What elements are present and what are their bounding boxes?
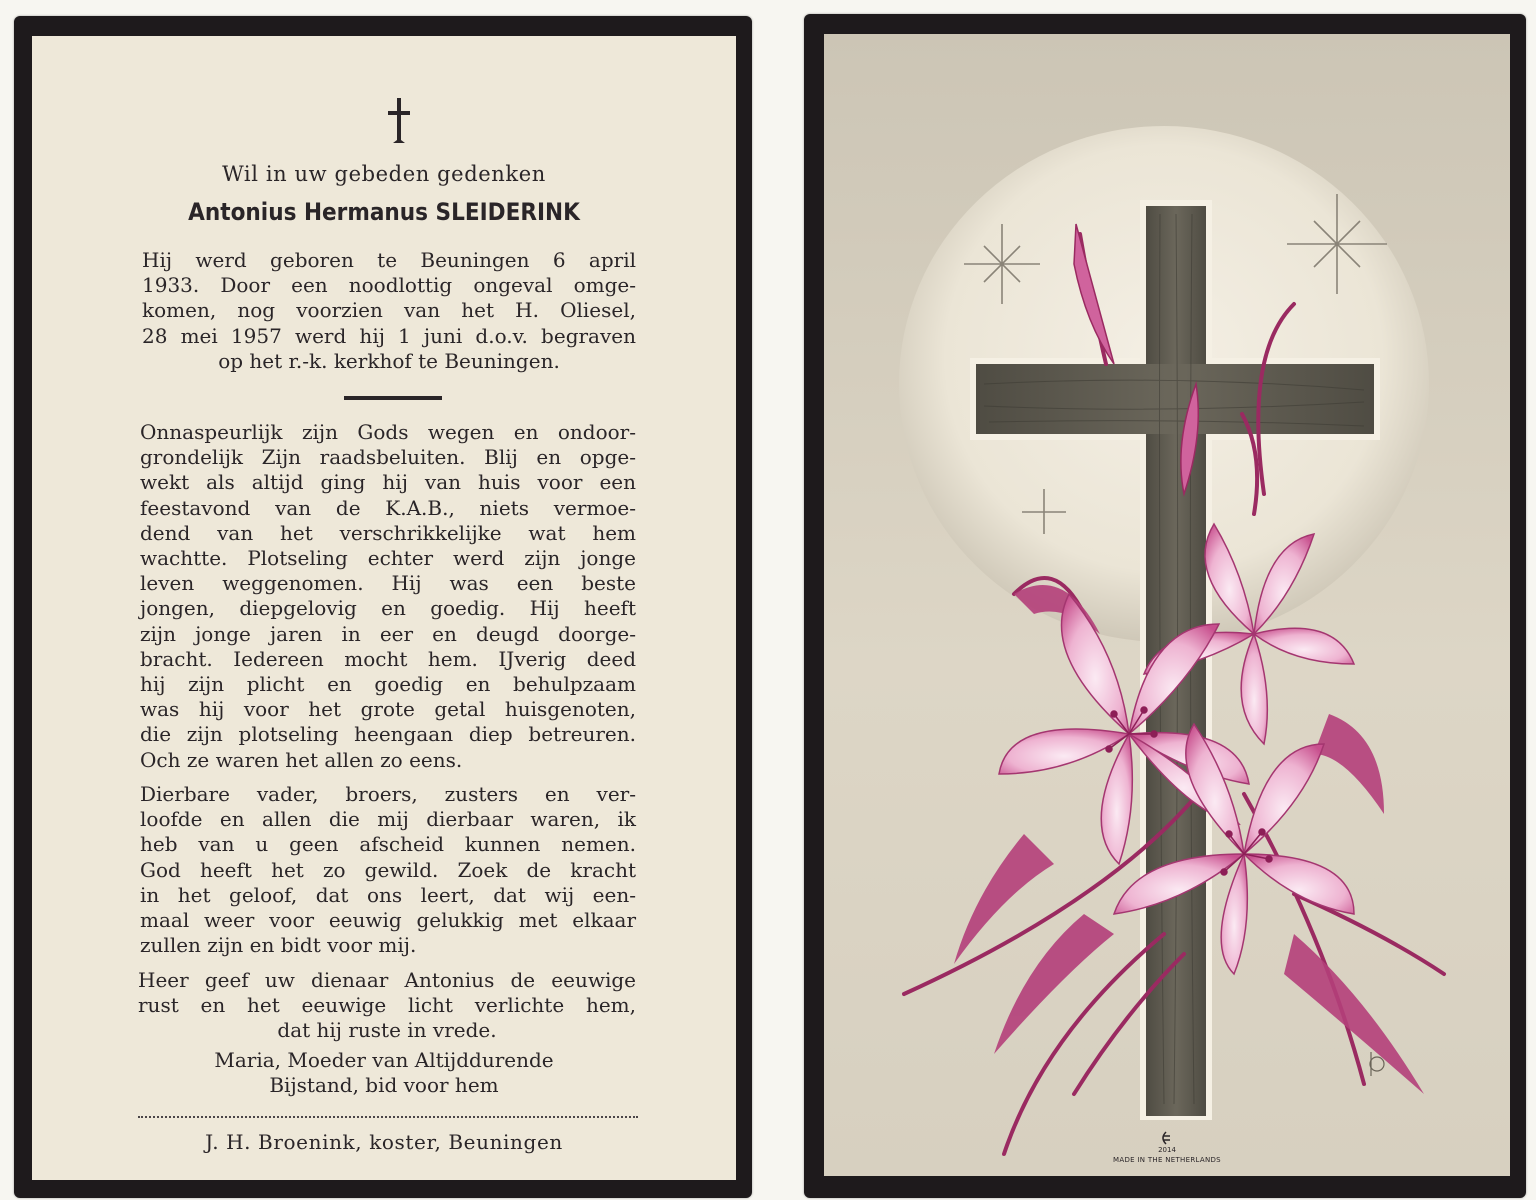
body-line: wachtte. Plotseling echter werd zijn jonge bbox=[140, 546, 636, 571]
section-divider bbox=[344, 396, 442, 400]
card-paper bbox=[32, 36, 736, 1180]
farewell-line: in het geloof, dat ons leert, dat wij een- bbox=[140, 882, 636, 907]
farewell-line: zullen zijn en bidt voor mij. bbox=[140, 933, 417, 958]
body-line: hij zijn plicht en goedig en behulpzaam bbox=[140, 672, 636, 697]
farewell-paragraph bbox=[140, 782, 636, 958]
maria-line: Maria, Moeder van Altijddurende bbox=[214, 1048, 554, 1072]
illustration-paper bbox=[824, 34, 1510, 1176]
bio-line: Hij werd geboren te Beuningen 6 april bbox=[142, 248, 636, 272]
farewell-line: maal weer voor eeuwig gelukkig met elkaar bbox=[140, 908, 636, 933]
bio-line: op het r.-k. kerkhof te Beuningen. bbox=[218, 348, 560, 373]
cross-with-lilies-illustration bbox=[824, 34, 1510, 1176]
printer-credit: J. H. Broenink, koster, Beuningen bbox=[205, 1130, 563, 1154]
body-paragraph bbox=[140, 420, 636, 773]
body-line: dend van het verschrikkelijke wat hem bbox=[140, 520, 636, 545]
bio-line: 28 mei 1957 werd hij 1 juni d.o.v. begraven bbox=[142, 323, 636, 348]
farewell-line: heb van u geen afscheid kunnen nemen. bbox=[140, 832, 636, 857]
memorial-card-image-side bbox=[804, 14, 1526, 1198]
body-line: was hij voor het grote getal huisgenoten, bbox=[140, 697, 636, 722]
body-line: jongen, diepgelovig en goedig. Hij heeft bbox=[140, 596, 636, 621]
body-line: feestavond van de K.A.B., niets vermoe- bbox=[140, 495, 636, 520]
prayer-line: rust en het eeuwige licht verlichte hem, bbox=[138, 993, 636, 1018]
bio-line: komen, nog voorzien van het H. Oliesel, bbox=[142, 298, 636, 323]
prayer-line: Heer geef uw dienaar Antonius de eeuwige bbox=[138, 968, 636, 992]
farewell-line: Dierbare vader, broers, zusters en ver- bbox=[140, 782, 636, 806]
publisher-code: 2014 bbox=[1158, 1146, 1176, 1154]
body-line: grondelijk Zijn raadsbeluiten. Blij en opge- bbox=[140, 445, 636, 470]
maria-line: Bijstand, bid voor hem bbox=[269, 1073, 499, 1098]
body-line: bracht. Iedereen mocht hem. IJverig deed bbox=[140, 646, 636, 671]
body-line: leven weggenomen. Hij was een beste bbox=[140, 571, 636, 596]
dotted-divider bbox=[138, 1116, 638, 1118]
prayer-paragraph bbox=[138, 968, 636, 1044]
body-line: Onnaspeurlijk zijn Gods wegen en ondoor- bbox=[140, 420, 636, 444]
biography-paragraph bbox=[142, 248, 636, 374]
cross-icon bbox=[384, 96, 414, 146]
prayer-line: dat hij ruste in vrede. bbox=[277, 1018, 497, 1043]
intro-line: Wil in uw gebeden gedenken bbox=[222, 162, 546, 186]
body-line: zijn jonge jaren in eer en deugd doorge- bbox=[140, 621, 636, 646]
maria-invocation bbox=[32, 1048, 736, 1098]
body-line: wekt als altijd ging hij van huis voor een bbox=[140, 470, 636, 495]
body-line: Och ze waren het allen zo eens. bbox=[140, 747, 463, 772]
made-in-label: MADE IN THE NETHERLANDS bbox=[1113, 1156, 1221, 1164]
bio-line: 1933. Door een noodlottig ongeval omge- bbox=[142, 273, 636, 298]
body-line: die zijn plotseling heengaan diep betreuren. bbox=[140, 722, 636, 747]
deceased-name: Antonius Hermanus SLEIDERINK bbox=[188, 198, 580, 226]
farewell-line: God heeft het zo gewild. Zoek de kracht bbox=[140, 857, 636, 882]
farewell-line: loofde en allen die mij dierbaar waren, ik bbox=[140, 807, 636, 832]
memorial-card-text-side bbox=[14, 16, 752, 1198]
